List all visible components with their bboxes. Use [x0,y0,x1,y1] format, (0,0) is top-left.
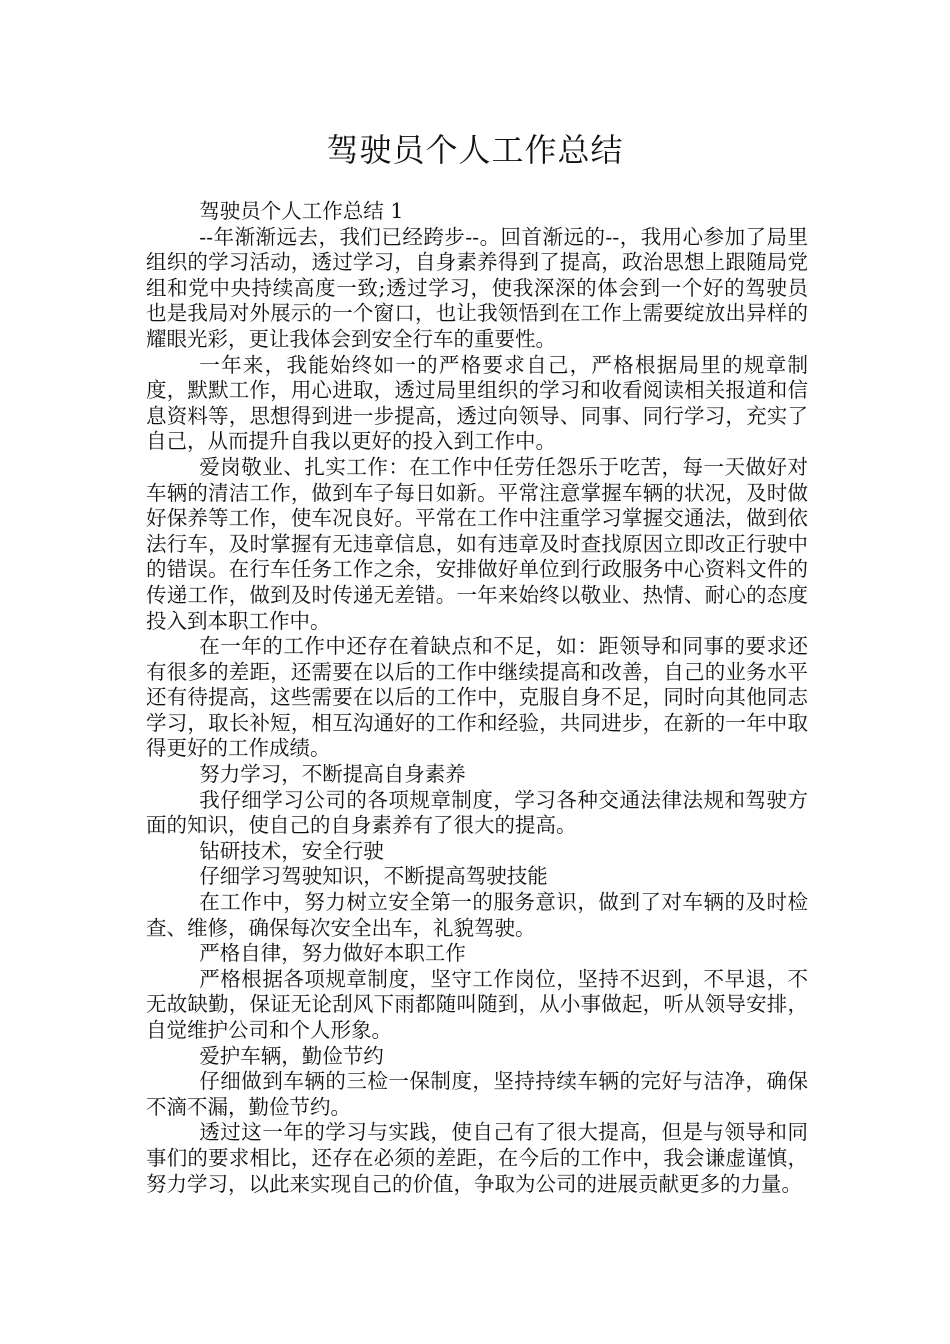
paragraph-discipline: 严格根据各项规章制度，坚守工作岗位，坚持不迟到，不早退，不无故缺勤，保证无论刮风下雨都随叫随到，从小事做起，听从领导安排，自觉维护公司和个人形象。 [146,966,808,1042]
paragraph-study: 我仔细学习公司的各项规章制度，学习各种交通法律法规和驾驶方面的知识，使自己的自身素养有了很大的提高。 [146,787,808,838]
subheading-technique: 钻研技术，安全行驶 [199,838,384,863]
paragraph-self-discipline: 一年来，我能始终如一的严格要求自己，严格根据局里的规章制度，默默工作，用心进取，透过局里组织的学习和收看阅读相关报道和信息资料等，思想得到进一步提高，透过向领导、同事、同行学习，充实了自己，从而提升自我以更好的投入到工作中。 [146,352,808,454]
document-title: 驾驶员个人工作总结 [326,131,624,169]
paragraph-dedication: 爱岗敬业、扎实工作：在工作中任劳任怨乐于吃苦，每一天做好对车辆的清洁工作，做到车子每日如新。平常注意掌握车辆的状况，及时做好保养等工作，使车况良好。平常在工作中注重学习掌握交通法，做到依法行车，及时掌握有无违章信息，如有违章及时查找原因立即改正行驶中的错误。在行车任务工作之余，安排做好单位到行政服务中心资料文件的传递工作，做到及时传递无差错。一年来始终以敬业、热情、耐心的态度投入到本职工作中。 [146,454,808,633]
subheading-study: 努力学习，不断提高自身素养 [199,762,466,787]
paragraph-intro: --年渐渐远去，我们已经跨步--。回首渐远的--，我用心参加了局里组织的学习活动，透过学习，自身素养得到了提高，政治思想上跟随局党组和党中央持续高度一致;透过学习，使我深深的体会到一个好的驾驶员也是我局对外展示的一个窗口，也让我领悟到在工作上需要绽放出异样的耀眼光彩，更让我体会到安全行车的重要性。 [146,224,808,351]
subheading-vehicle-care: 爱护车辆，勤俭节约 [199,1043,384,1068]
document-body [146,199,808,1197]
paragraph-conclusion: 透过这一年的学习与实践，使自己有了很大提高，但是与领导和同事们的要求相比，还存在必须的差距，在今后的工作中，我会谦虚谨慎，努力学习，以此来实现自己的价值，争取为公司的进展贡献更多的力量。 [146,1120,808,1196]
paragraph-vehicle-care: 仔细做到车辆的三检一保制度，坚持持续车辆的完好与洁净，确保不滴不漏，勤俭节约。 [146,1069,808,1119]
paragraph-shortcomings: 在一年的工作中还存在着缺点和不足，如：距领导和同事的要求还有很多的差距，还需要在以后的工作中继续提高和改善，自己的业务水平还有待提高，这些需要在以后的工作中，克服自身不足，同时向其他同志学习，取长补短，相互沟通好的工作和经验，共同进步，在新的一年中取得更好的工作成绩。 [146,634,808,761]
paragraph-safety: 在工作中，努力树立安全第一的服务意识，做到了对车辆的及时检查、维修，确保每次安全出车，礼貌驾驶。 [146,890,808,940]
paragraph-driving-skills: 仔细学习驾驶知识，不断提高驾驶技能 [199,864,548,889]
subheading-discipline: 严格自律，努力做好本职工作 [199,941,466,966]
section-heading: 驾驶员个人工作总结 1 [199,199,404,223]
